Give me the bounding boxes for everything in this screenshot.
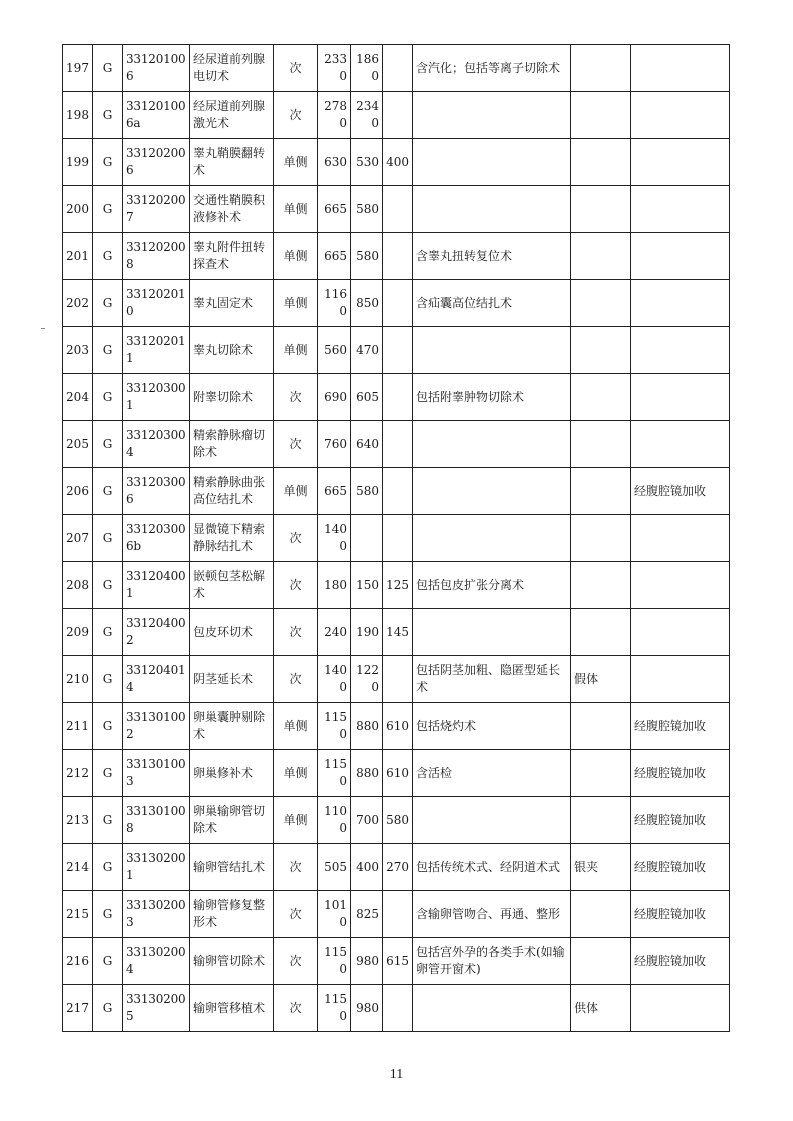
price-level-2-cell: 580 xyxy=(351,233,383,280)
table-row xyxy=(63,938,730,985)
excluded-items-cell xyxy=(571,468,631,515)
remarks-cell xyxy=(631,609,730,656)
item-name-cell: 睾丸附件扭转探查术 xyxy=(190,233,274,280)
price-level-1-cell: 1150 xyxy=(318,938,351,985)
item-code-cell: 331202008 xyxy=(123,233,190,280)
row-number-cell: 211 xyxy=(63,703,93,750)
item-code-cell: 331201006 xyxy=(123,45,190,92)
price-level-2-cell: 1220 xyxy=(351,656,383,703)
price-level-3-cell: 145 xyxy=(383,609,413,656)
excluded-items-cell: 供体 xyxy=(571,985,631,1032)
item-name-cell: 输卵管结扎术 xyxy=(190,844,274,891)
table-row xyxy=(63,327,730,374)
price-level-2-cell: 980 xyxy=(351,938,383,985)
item-code-cell: 331202006 xyxy=(123,139,190,186)
price-level-3-cell xyxy=(383,45,413,92)
price-level-3-cell xyxy=(383,233,413,280)
price-level-1-cell: 665 xyxy=(318,233,351,280)
price-level-1-cell: 690 xyxy=(318,374,351,421)
category-cell: G xyxy=(93,797,123,844)
content-cell: 包括传统术式、经阴道术式 xyxy=(413,844,571,891)
price-level-1-cell: 240 xyxy=(318,609,351,656)
price-level-2-cell: 700 xyxy=(351,797,383,844)
price-level-3-cell xyxy=(383,186,413,233)
content-cell xyxy=(413,468,571,515)
item-name-cell: 睾丸切除术 xyxy=(190,327,274,374)
remarks-cell: 经腹腔镜加收 xyxy=(631,797,730,844)
row-number-cell: 213 xyxy=(63,797,93,844)
item-name-cell: 卵巢输卵管切除术 xyxy=(190,797,274,844)
unit-cell: 单侧 xyxy=(274,186,318,233)
item-code-cell: 331301003 xyxy=(123,750,190,797)
content-cell xyxy=(413,515,571,562)
price-level-2-cell: 580 xyxy=(351,468,383,515)
unit-cell: 次 xyxy=(274,92,318,139)
price-level-3-cell: 270 xyxy=(383,844,413,891)
price-level-3-cell: 400 xyxy=(383,139,413,186)
category-cell: G xyxy=(93,515,123,562)
row-number-cell: 197 xyxy=(63,45,93,92)
item-name-cell: 输卵管修复整形术 xyxy=(190,891,274,938)
remarks-cell xyxy=(631,92,730,139)
table-row xyxy=(63,515,730,562)
table-row xyxy=(63,45,730,92)
remarks-cell xyxy=(631,45,730,92)
price-level-1-cell: 1400 xyxy=(318,515,351,562)
table-row xyxy=(63,186,730,233)
row-number-cell: 201 xyxy=(63,233,93,280)
price-level-3-cell xyxy=(383,515,413,562)
remarks-cell: 经腹腔镜加收 xyxy=(631,750,730,797)
item-name-cell: 附睾切除术 xyxy=(190,374,274,421)
item-name-cell: 经尿道前列腺电切术 xyxy=(190,45,274,92)
price-level-1-cell: 1400 xyxy=(318,656,351,703)
table-row xyxy=(63,421,730,468)
row-number-cell: 216 xyxy=(63,938,93,985)
row-number-cell: 217 xyxy=(63,985,93,1032)
category-cell: G xyxy=(93,562,123,609)
price-level-3-cell: 610 xyxy=(383,703,413,750)
unit-cell: 次 xyxy=(274,515,318,562)
row-number-cell: 208 xyxy=(63,562,93,609)
category-cell: G xyxy=(93,233,123,280)
remarks-cell xyxy=(631,280,730,327)
item-name-cell: 包皮环切术 xyxy=(190,609,274,656)
content-cell: 含疝囊高位结扎术 xyxy=(413,280,571,327)
scan-mark xyxy=(41,328,45,329)
item-code-cell: 331201006a xyxy=(123,92,190,139)
price-level-3-cell xyxy=(383,985,413,1032)
row-number-cell: 204 xyxy=(63,374,93,421)
price-level-1-cell: 1100 xyxy=(318,797,351,844)
row-number-cell: 202 xyxy=(63,280,93,327)
category-cell: G xyxy=(93,374,123,421)
item-code-cell: 331302003 xyxy=(123,891,190,938)
price-level-2-cell: 880 xyxy=(351,750,383,797)
price-level-3-cell xyxy=(383,92,413,139)
content-cell xyxy=(413,797,571,844)
fee-table-body xyxy=(63,45,730,1032)
price-level-3-cell xyxy=(383,891,413,938)
unit-cell: 次 xyxy=(274,891,318,938)
row-number-cell: 215 xyxy=(63,891,93,938)
unit-cell: 单侧 xyxy=(274,750,318,797)
content-cell xyxy=(413,327,571,374)
price-level-2-cell: 825 xyxy=(351,891,383,938)
price-level-2-cell: 605 xyxy=(351,374,383,421)
price-level-3-cell: 610 xyxy=(383,750,413,797)
content-cell: 包括宫外孕的各类手术(如输卵管开窗术) xyxy=(413,938,571,985)
item-name-cell: 精索静脉曲张高位结扎术 xyxy=(190,468,274,515)
remarks-cell xyxy=(631,985,730,1032)
price-level-3-cell: 125 xyxy=(383,562,413,609)
remarks-cell: 经腹腔镜加收 xyxy=(631,703,730,750)
content-cell: 包括烧灼术 xyxy=(413,703,571,750)
content-cell xyxy=(413,985,571,1032)
row-number-cell: 212 xyxy=(63,750,93,797)
item-code-cell: 331204001 xyxy=(123,562,190,609)
excluded-items-cell xyxy=(571,750,631,797)
item-code-cell: 331204014 xyxy=(123,656,190,703)
price-level-2-cell: 1860 xyxy=(351,45,383,92)
item-name-cell: 阴茎延长术 xyxy=(190,656,274,703)
item-name-cell: 输卵管切除术 xyxy=(190,938,274,985)
item-name-cell: 卵巢修补术 xyxy=(190,750,274,797)
remarks-cell xyxy=(631,233,730,280)
price-level-1-cell: 2330 xyxy=(318,45,351,92)
content-cell: 包括附睾肿物切除术 xyxy=(413,374,571,421)
price-level-2-cell: 400 xyxy=(351,844,383,891)
table-row xyxy=(63,656,730,703)
row-number-cell: 200 xyxy=(63,186,93,233)
unit-cell: 次 xyxy=(274,985,318,1032)
remarks-cell xyxy=(631,515,730,562)
row-number-cell: 205 xyxy=(63,421,93,468)
price-level-1-cell: 2780 xyxy=(318,92,351,139)
unit-cell: 次 xyxy=(274,938,318,985)
excluded-items-cell: 假体 xyxy=(571,656,631,703)
remarks-cell: 经腹腔镜加收 xyxy=(631,938,730,985)
item-code-cell: 331202007 xyxy=(123,186,190,233)
table-row xyxy=(63,139,730,186)
price-level-1-cell: 1010 xyxy=(318,891,351,938)
excluded-items-cell xyxy=(571,515,631,562)
table-row xyxy=(63,233,730,280)
unit-cell: 次 xyxy=(274,562,318,609)
category-cell: G xyxy=(93,703,123,750)
item-name-cell: 交通性鞘膜积液修补术 xyxy=(190,186,274,233)
row-number-cell: 214 xyxy=(63,844,93,891)
category-cell: G xyxy=(93,92,123,139)
table-row xyxy=(63,844,730,891)
price-level-2-cell: 150 xyxy=(351,562,383,609)
price-level-3-cell xyxy=(383,327,413,374)
excluded-items-cell xyxy=(571,186,631,233)
category-cell: G xyxy=(93,468,123,515)
item-code-cell: 331301008 xyxy=(123,797,190,844)
item-code-cell: 331203006b xyxy=(123,515,190,562)
price-level-3-cell: 615 xyxy=(383,938,413,985)
category-cell: G xyxy=(93,609,123,656)
category-cell: G xyxy=(93,280,123,327)
unit-cell: 次 xyxy=(274,421,318,468)
category-cell: G xyxy=(93,985,123,1032)
table-row xyxy=(63,797,730,844)
price-level-2-cell: 850 xyxy=(351,280,383,327)
row-number-cell: 207 xyxy=(63,515,93,562)
content-cell xyxy=(413,139,571,186)
content-cell: 含汽化；包括等离子切除术 xyxy=(413,45,571,92)
item-name-cell: 睾丸鞘膜翻转术 xyxy=(190,139,274,186)
item-name-cell: 输卵管移植术 xyxy=(190,985,274,1032)
row-number-cell: 210 xyxy=(63,656,93,703)
item-code-cell: 331302001 xyxy=(123,844,190,891)
price-level-2-cell: 980 xyxy=(351,985,383,1032)
unit-cell: 单侧 xyxy=(274,280,318,327)
unit-cell: 次 xyxy=(274,844,318,891)
price-level-3-cell xyxy=(383,374,413,421)
unit-cell: 次 xyxy=(274,656,318,703)
item-code-cell: 331202011 xyxy=(123,327,190,374)
excluded-items-cell xyxy=(571,703,631,750)
price-level-1-cell: 665 xyxy=(318,186,351,233)
row-number-cell: 198 xyxy=(63,92,93,139)
page-number: 11 xyxy=(389,1067,404,1082)
unit-cell: 单侧 xyxy=(274,233,318,280)
unit-cell: 单侧 xyxy=(274,139,318,186)
item-name-cell: 显微镜下精索静脉结扎术 xyxy=(190,515,274,562)
excluded-items-cell xyxy=(571,374,631,421)
remarks-cell: 经腹腔镜加收 xyxy=(631,891,730,938)
price-level-2-cell: 530 xyxy=(351,139,383,186)
remarks-cell xyxy=(631,656,730,703)
excluded-items-cell xyxy=(571,421,631,468)
category-cell: G xyxy=(93,186,123,233)
content-cell xyxy=(413,186,571,233)
price-level-1-cell: 630 xyxy=(318,139,351,186)
unit-cell: 次 xyxy=(274,45,318,92)
price-level-2-cell: 580 xyxy=(351,186,383,233)
content-cell: 含睾丸扭转复位术 xyxy=(413,233,571,280)
row-number-cell: 206 xyxy=(63,468,93,515)
table-row xyxy=(63,468,730,515)
category-cell: G xyxy=(93,421,123,468)
excluded-items-cell xyxy=(571,891,631,938)
remarks-cell xyxy=(631,562,730,609)
item-code-cell: 331302004 xyxy=(123,938,190,985)
price-level-3-cell xyxy=(383,656,413,703)
content-cell: 包括包皮扩张分离术 xyxy=(413,562,571,609)
excluded-items-cell xyxy=(571,562,631,609)
price-level-2-cell: 880 xyxy=(351,703,383,750)
content-cell: 包括阴茎加粗、隐匿型延长术 xyxy=(413,656,571,703)
content-cell: 含输卵管吻合、再通、整形 xyxy=(413,891,571,938)
content-cell xyxy=(413,609,571,656)
unit-cell: 单侧 xyxy=(274,468,318,515)
content-cell xyxy=(413,92,571,139)
excluded-items-cell xyxy=(571,45,631,92)
item-name-cell: 嵌顿包茎松解术 xyxy=(190,562,274,609)
price-level-1-cell: 560 xyxy=(318,327,351,374)
price-level-1-cell: 1150 xyxy=(318,750,351,797)
category-cell: G xyxy=(93,938,123,985)
price-level-2-cell: 640 xyxy=(351,421,383,468)
price-level-2-cell: 2340 xyxy=(351,92,383,139)
remarks-cell: 经腹腔镜加收 xyxy=(631,468,730,515)
price-level-1-cell: 1160 xyxy=(318,280,351,327)
excluded-items-cell xyxy=(571,797,631,844)
table-row xyxy=(63,985,730,1032)
price-level-2-cell xyxy=(351,515,383,562)
table-row xyxy=(63,92,730,139)
item-code-cell: 331204002 xyxy=(123,609,190,656)
category-cell: G xyxy=(93,45,123,92)
excluded-items-cell xyxy=(571,609,631,656)
price-level-1-cell: 180 xyxy=(318,562,351,609)
item-name-cell: 精索静脉瘤切除术 xyxy=(190,421,274,468)
remarks-cell xyxy=(631,374,730,421)
price-level-3-cell xyxy=(383,421,413,468)
excluded-items-cell: 银夹 xyxy=(571,844,631,891)
category-cell: G xyxy=(93,139,123,186)
item-name-cell: 睾丸固定术 xyxy=(190,280,274,327)
excluded-items-cell xyxy=(571,139,631,186)
category-cell: G xyxy=(93,656,123,703)
unit-cell: 单侧 xyxy=(274,327,318,374)
excluded-items-cell xyxy=(571,280,631,327)
excluded-items-cell xyxy=(571,233,631,280)
item-code-cell: 331203004 xyxy=(123,421,190,468)
unit-cell: 单侧 xyxy=(274,703,318,750)
item-code-cell: 331203006 xyxy=(123,468,190,515)
remarks-cell xyxy=(631,139,730,186)
price-level-1-cell: 1150 xyxy=(318,985,351,1032)
content-cell: 含活检 xyxy=(413,750,571,797)
unit-cell: 单侧 xyxy=(274,797,318,844)
unit-cell: 次 xyxy=(274,374,318,421)
item-name-cell: 经尿道前列腺激光术 xyxy=(190,92,274,139)
category-cell: G xyxy=(93,750,123,797)
fee-table xyxy=(62,44,730,1032)
excluded-items-cell xyxy=(571,92,631,139)
item-code-cell: 331202010 xyxy=(123,280,190,327)
price-level-3-cell xyxy=(383,468,413,515)
table-row xyxy=(63,609,730,656)
category-cell: G xyxy=(93,327,123,374)
price-level-3-cell: 580 xyxy=(383,797,413,844)
table-row xyxy=(63,750,730,797)
price-level-1-cell: 760 xyxy=(318,421,351,468)
price-level-2-cell: 470 xyxy=(351,327,383,374)
table-row xyxy=(63,703,730,750)
price-level-2-cell: 190 xyxy=(351,609,383,656)
remarks-cell xyxy=(631,327,730,374)
content-cell xyxy=(413,421,571,468)
item-name-cell: 卵巢囊肿剔除术 xyxy=(190,703,274,750)
row-number-cell: 203 xyxy=(63,327,93,374)
remarks-cell xyxy=(631,186,730,233)
item-code-cell: 331302005 xyxy=(123,985,190,1032)
price-level-1-cell: 1150 xyxy=(318,703,351,750)
row-number-cell: 209 xyxy=(63,609,93,656)
row-number-cell: 199 xyxy=(63,139,93,186)
excluded-items-cell xyxy=(571,938,631,985)
price-level-1-cell: 505 xyxy=(318,844,351,891)
table-row xyxy=(63,562,730,609)
price-level-3-cell xyxy=(383,280,413,327)
item-code-cell: 331203001 xyxy=(123,374,190,421)
category-cell: G xyxy=(93,891,123,938)
item-code-cell: 331301002 xyxy=(123,703,190,750)
excluded-items-cell xyxy=(571,327,631,374)
table-row xyxy=(63,374,730,421)
remarks-cell xyxy=(631,421,730,468)
remarks-cell: 经腹腔镜加收 xyxy=(631,844,730,891)
table-row xyxy=(63,280,730,327)
category-cell: G xyxy=(93,844,123,891)
unit-cell: 次 xyxy=(274,609,318,656)
table-row xyxy=(63,891,730,938)
price-level-1-cell: 665 xyxy=(318,468,351,515)
